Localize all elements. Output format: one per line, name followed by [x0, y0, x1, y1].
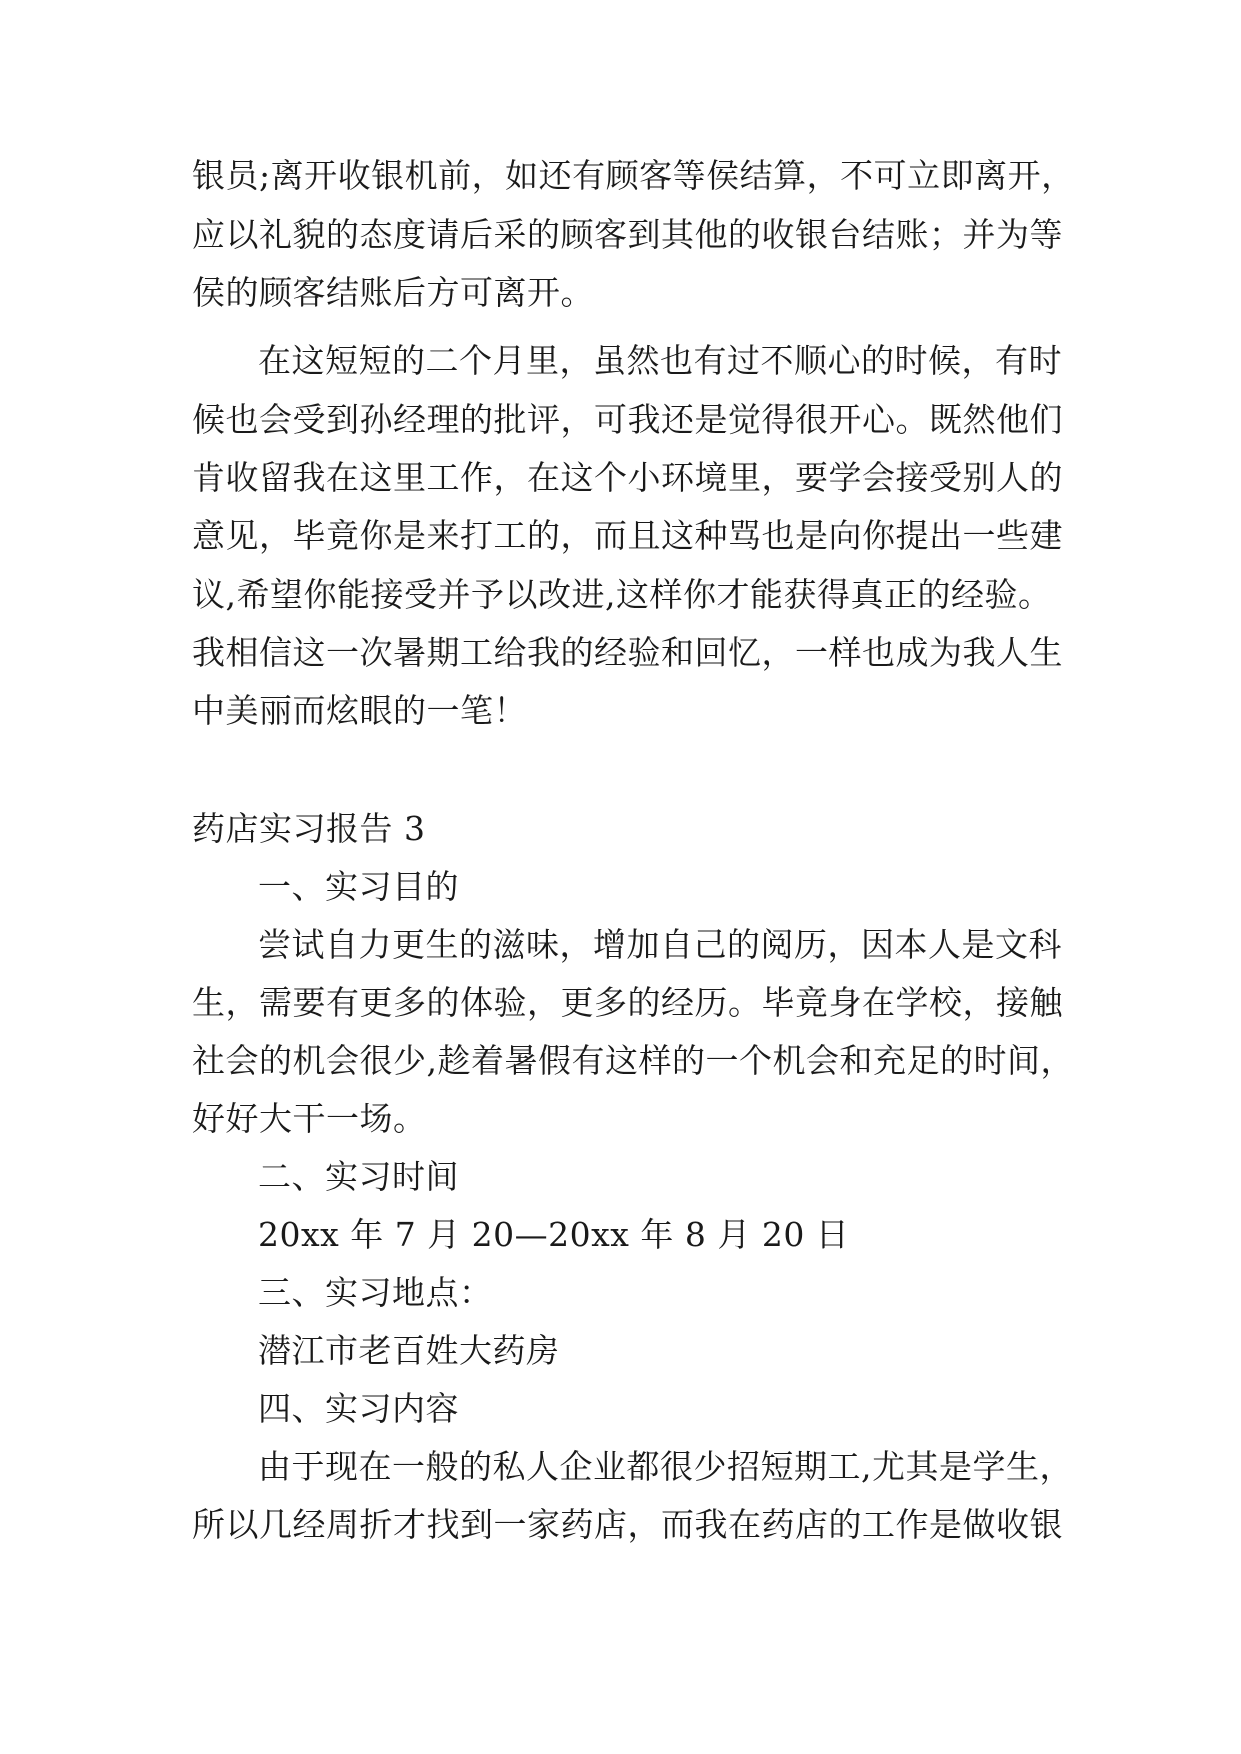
text-line-14: 生，需要有更多的体验，更多的经历。毕竟身在学校，接触 [192, 983, 1063, 1022]
text-line-5: 候也会受到孙经理的批评，可我还是觉得很开心。既然他们 [192, 400, 1063, 439]
text-line-7: 意见，毕竟你是来打工的，而且这种骂也是向你提出一些建 [192, 516, 1063, 555]
date-range: 20xx 年 7 月 20—20xx 年 8 月 20 日 [258, 1215, 850, 1254]
text-line-23: 所以几经周折才找到一家药店，而我在药店的工作是做收银 [192, 1505, 1063, 1544]
paragraph-start-line: 尝试自力更生的滋味，增加自己的阅历，因本人是文科 [258, 925, 1062, 964]
text-line-3: 侯的顾客结账后方可离开。 [192, 273, 594, 312]
location-value: 潜江市老百姓大药房 [258, 1331, 560, 1370]
text-line-8: 议,希望你能接受并予以改进,这样你才能获得真正的经验。 [192, 575, 1052, 614]
text-line-2: 应以礼貌的态度请后采的顾客到其他的收银台结账；并为等 [192, 215, 1063, 254]
heading-time: 二、实习时间 [258, 1157, 459, 1196]
text-line-16: 好好大干一场。 [192, 1099, 427, 1138]
text-line-1: 银员;离开收银机前，如还有顾客等侯结算，不可立即离开， [192, 156, 1075, 195]
section-title: 药店实习报告 3 [192, 809, 426, 848]
text-line-9: 我相信这一次暑期工给我的经验和回忆，一样也成为我人生 [192, 633, 1063, 672]
heading-purpose: 一、实习目的 [258, 867, 459, 906]
paragraph-start-line: 在这短短的二个月里，虽然也有过不顺心的时候，有时 [258, 341, 1062, 380]
text-line-6: 肯收留我在这里工作，在这个小环境里，要学会接受别人的 [192, 458, 1063, 497]
heading-content: 四、实习内容 [258, 1389, 459, 1428]
text-line-15: 社会的机会很少,趁着暑假有这样的一个机会和充足的时间， [192, 1041, 1074, 1080]
heading-location: 三、实习地点： [258, 1273, 493, 1312]
text-line-10: 中美丽而炫眼的一笔！ [192, 691, 527, 730]
paragraph-start-line: 由于现在一般的私人企业都很少招短期工,尤其是学生， [258, 1447, 1073, 1486]
